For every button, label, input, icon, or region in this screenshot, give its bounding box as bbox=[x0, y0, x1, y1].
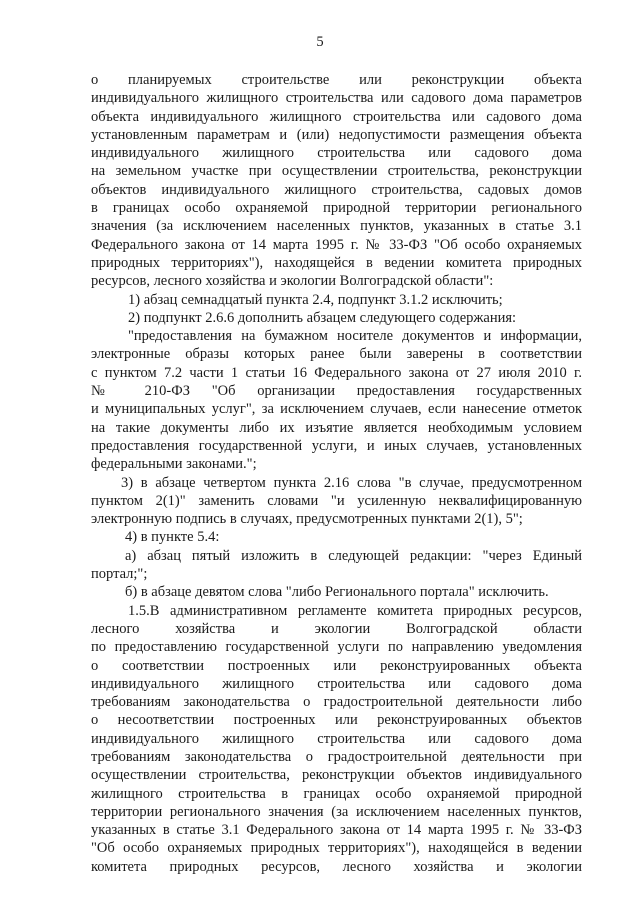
text-line: Федерального закона от 14 марта 1995 г. № 33-ФЗ "Об особо охраняемых bbox=[91, 236, 582, 253]
text-line: а) абзац пятый изложить в следующей редакции: "через Единый bbox=[125, 547, 582, 564]
document-body bbox=[91, 71, 582, 876]
text-line: № 210-ФЗ "Об организации предоставления государственных bbox=[91, 383, 582, 400]
text-line: в границах особо охраняемой природной территории регионального bbox=[91, 200, 582, 217]
text-line: лесного хозяйства и экологии Волгоградской области bbox=[91, 620, 582, 637]
text-line: "Об особо охраняемых природных территориях"), находящейся в ведении bbox=[91, 840, 582, 857]
text-line: индивидуального жилищного строительства или садового дома bbox=[91, 145, 582, 162]
text-line: электронные образы которых ранее были заверены в соответствии bbox=[91, 346, 582, 363]
text-line: осуществлении строительства, реконструкции объектов индивидуального bbox=[91, 767, 582, 784]
text-line: электронную подпись в случаях, предусмотренных пунктами 2(1), 5"; bbox=[91, 511, 523, 528]
text-line: природных территориях"), находящейся в ведении комитета природных bbox=[91, 254, 582, 271]
text-line: 2) подпункт 2.6.6 дополнить абзацем следующего содержания: bbox=[128, 309, 517, 326]
text-line: комитета природных ресурсов, лесного хозяйства и экологии bbox=[91, 858, 582, 875]
text-line: жилищного строительства в границах особо охраняемой природной bbox=[91, 785, 582, 802]
text-line: и муниципальных услуг", за исключением случаев, если нанесение отметок bbox=[91, 401, 582, 418]
text-line: по предоставлению государственной услуги по направлению уведомления bbox=[91, 639, 582, 656]
text-line: о соответствии построенных или реконструированных объекта bbox=[91, 657, 582, 674]
text-line: объектов индивидуального жилищного строительства, садовых домов bbox=[91, 181, 582, 198]
text-line: федеральными законами."; bbox=[91, 456, 257, 473]
text-line: на такие документы либо их изъятие является необходимым условием bbox=[91, 419, 582, 436]
text-line: пунктом 2(1)" заменить словами "и усиленную неквалифицированную bbox=[91, 492, 582, 509]
text-line: индивидуального жилищного строительства или садового дома bbox=[91, 730, 582, 747]
text-line: с пунктом 7.2 части 1 статьи 16 Федерального закона от 27 июля 2010 г. bbox=[91, 364, 582, 381]
text-line: территории регионального значения (за исключением населенных пунктов, bbox=[91, 803, 582, 820]
text-line: предоставления государственной услуги, и иных случаев, установленных bbox=[91, 437, 582, 454]
text-line: 1.5.В административном регламенте комитета природных ресурсов, bbox=[128, 602, 582, 619]
text-line: значения (за исключением населенных пунктов, указанных в статье 3.1 bbox=[91, 218, 582, 235]
text-line: индивидуального жилищного строительства или садового дома bbox=[91, 675, 582, 692]
text-line: 4) в пункте 5.4: bbox=[125, 529, 220, 546]
text-line: на земельном участке при осуществлении строительства, реконструкции bbox=[91, 163, 582, 180]
text-line: "предоставления на бумажном носителе документов и информации, bbox=[128, 328, 582, 345]
text-line: о планируемых строительстве или реконструкции объекта bbox=[91, 72, 582, 88]
text-line: ресурсов, лесного хозяйства и экологии Волгоградской области": bbox=[91, 273, 494, 290]
text-line: требованиям законодательства о градостроительной деятельности при bbox=[91, 748, 582, 765]
text-line: 1) абзац семнадцатый пункта 2.4, подпункт 3.1.2 исключить; bbox=[128, 291, 503, 308]
text-line: портал;"; bbox=[91, 566, 148, 583]
page-number: 5 bbox=[316, 34, 324, 50]
text-line: о несоответствии построенных или реконструированных объектов bbox=[91, 712, 582, 729]
text-line: требованиям законодательства о градостроительной деятельности либо bbox=[91, 694, 582, 711]
text-line: установленным параметрам и (или) недопустимости размещения объекта bbox=[91, 126, 582, 143]
text-line: индивидуального жилищного строительства или садового дома параметров bbox=[91, 90, 582, 107]
text-line: б) в абзаце девятом слова "либо Регионального портала" исключить. bbox=[125, 584, 549, 601]
text-line: объекта индивидуального жилищного строительства или садового дома bbox=[91, 108, 582, 125]
text-line: 3) в абзаце четвертом пункта 2.16 слова "в случае, предусмотренном bbox=[121, 474, 582, 491]
text-line: указанных в статье 3.1 Федерального закона от 14 марта 1995 г. № 33-ФЗ bbox=[91, 822, 582, 839]
